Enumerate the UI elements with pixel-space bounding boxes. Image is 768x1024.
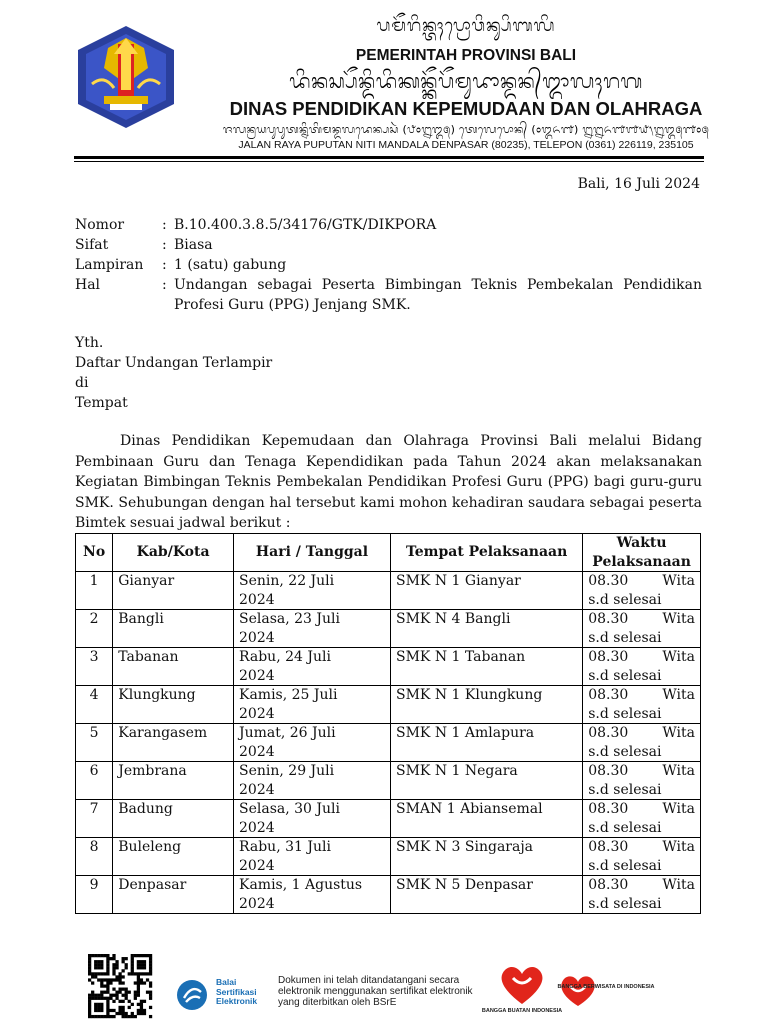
time-zone: Wita [662,725,695,741]
cell-waktu [583,876,701,914]
meta-row-sifat [75,235,702,255]
bsre-line: Sertifikasi [216,986,257,997]
brand-2-caption: BANGGA BERWISATA DI INDONESIA [557,984,655,990]
time-zone: Wita [662,649,695,665]
header-tempat: Tempat Pelaksanaan [391,534,583,572]
date-line-1: Rabu, 31 Juli [239,839,331,855]
bsre-logo-text [216,978,257,1007]
time-line [588,648,695,667]
date-line-1: Jumat, 26 Juli [239,725,336,741]
cell-kab-kota: Tabanan [113,648,234,686]
table-row [76,610,701,648]
meta-key: Lampiran [75,257,144,273]
time-line [588,838,695,857]
date-line-2: 2024 [239,781,275,798]
cell-tempat: SMAN 1 Abiansemal [391,800,583,838]
government-title: PEMERINTAH PROVINSI BALI [355,47,577,64]
time-start: 08.30 [588,725,629,741]
bangga-buatan-indonesia-logo-icon [481,960,563,1020]
date-line-2: 2024 [239,667,275,684]
cell-hari-tanggal [234,572,391,610]
table-header-row [76,534,701,572]
cell-kab-kota: Klungkung [113,686,234,724]
cell-waktu [583,838,701,876]
header-no: No [76,534,113,572]
bsre-line: Balai [216,977,237,987]
cell-hari-tanggal [234,800,391,838]
cell-waktu [583,800,701,838]
e-signature-note [278,975,488,1008]
cell-tempat: SMK N 4 Bangli [391,610,583,648]
table-row [76,800,701,838]
balinese-script-line-2: ᬤᬶᬦᬲ᭄ᬧᭂᬦ᭄ᬤᬶᬤᬶᬓᬦ᭄ᬓᭂᬧᭂᬫᬸᬤᬵᬦ᭄ᬤᬦ᭄ᬒᬮᬄᬭᬕ [289,69,643,93]
meta-value-subject: Undangan sebagai Peserta Bimbingan Teknis Pembekalan Pendidikan Profesi Guru (PPG) Jenjang SMK. [174,277,702,313]
cell-tempat: SMK N 1 Gianyar [391,572,583,610]
addressee-block [75,333,272,413]
bangga-berwisata-logo-icon [556,966,655,1020]
time-line [588,876,695,895]
cell-no: 1 [76,572,113,610]
cell-waktu [583,648,701,686]
time-line [588,686,695,705]
table-row [76,648,701,686]
time-start: 08.30 [588,649,629,665]
time-zone: Wita [662,611,695,627]
cell-tempat: SMK N 5 Denpasar [391,876,583,914]
addressee-line: Tempat [75,395,128,411]
cell-hari-tanggal [234,610,391,648]
date-line-1: Kamis, 1 Agustus [239,877,363,893]
addressee-line: di [75,375,89,391]
department-title: DINAS PENDIDIKAN KEPEMUDAAN DAN OLAHRAGA [229,98,703,119]
date-line-1: Kamis, 25 Juli [239,687,338,703]
cell-kab-kota: Buleleng [113,838,234,876]
time-zone: Wita [662,573,695,589]
cell-tempat: SMK N 1 Klungkung [391,686,583,724]
cell-kab-kota: Jembrana [113,762,234,800]
meta-key: Nomor [75,217,125,233]
meta-colon: : [162,217,167,233]
header-waktu: Waktu Pelaksanaan [583,534,701,572]
time-line [588,572,695,591]
letterhead [0,0,768,160]
cell-kab-kota: Bangli [113,610,234,648]
office-address: JALAN RAYA PUPUTAN NITI MANDALA DENPASAR (80235), TELEPON (0361) 226119, 235105 [238,139,694,151]
date-line-2: 2024 [239,857,275,874]
note-line: elektronik menggunakan sertifikat elektronik [278,986,473,997]
table-row [76,838,701,876]
body-paragraph: Dinas Pendidikan Kepemudaan dan Olahraga Provinsi Bali melalui Bidang Pembinaan Guru dan Tenaga Kependidikan pada Tahun 2024 akan melaksanakan Kegiatan Bimbingan Teknis Pembekalan Pendidikan Profesi Guru (PPG) bagi guru-guru SMK. Sehubungan dengan hal tersebut kami mohon kehadiran saudara sebagai peserta Bimtek sesuai jadwal berikut : [75,433,702,531]
time-zone: Wita [662,687,695,703]
cell-tempat: SMK N 1 Tabanan [391,648,583,686]
time-start: 08.30 [588,839,629,855]
time-end: s.d selesai [588,781,662,798]
date-line-1: Selasa, 30 Juli [239,801,340,817]
meta-value: 1 (satu) gabung [174,257,287,273]
note-line: Dokumen ini telah ditandatangani secara [278,975,460,986]
cell-hari-tanggal [234,724,391,762]
date-line-1: Selasa, 23 Juli [239,611,340,627]
time-line [588,762,695,781]
time-start: 08.30 [588,573,629,589]
cell-waktu [583,724,701,762]
cell-no: 9 [76,876,113,914]
time-zone: Wita [662,877,695,893]
meta-key: Sifat [75,237,109,253]
cell-no: 7 [76,800,113,838]
cell-tempat: SMK N 3 Singaraja [391,838,583,876]
time-end: s.d selesai [588,857,662,874]
time-line [588,800,695,819]
header-hari-tanggal: Hari / Tanggal [234,534,391,572]
meta-row-lampiran [75,255,702,275]
time-end: s.d selesai [588,743,662,760]
cell-hari-tanggal [234,876,391,914]
time-end: s.d selesai [588,705,662,722]
note-line: yang diterbitkan oleh BSrE [278,997,397,1008]
table-row [76,572,701,610]
cell-kab-kota: Badung [113,800,234,838]
date-line-2: 2024 [239,743,275,760]
cell-kab-kota: Gianyar [113,572,234,610]
brand-1-caption: BANGGA BUATAN INDONESIA [481,1008,563,1014]
bsre-line: Elektronik [216,996,258,1006]
date-line-2: 2024 [239,705,275,722]
time-start: 08.30 [588,877,629,893]
addressee-line: Yth. [75,335,104,351]
schedule-table [75,533,701,914]
bali-province-emblem-icon [74,24,178,130]
schedule-body [76,572,701,914]
time-zone: Wita [662,763,695,779]
balinese-script-line-1: ᬧᬫᭂᬭᬶᬦ᭄ᬢᬄᬧ᭄ᬭᭀᬯᬶᬦ᭄ᬲᬶᬩᬮᬶ [376,16,556,36]
cell-tempat: SMK N 1 Amlapura [391,724,583,762]
cell-no: 4 [76,686,113,724]
cell-tempat: SMK N 1 Negara [391,762,583,800]
cell-no: 5 [76,724,113,762]
cell-hari-tanggal [234,838,391,876]
time-end: s.d selesai [588,819,662,836]
addressee-line: Daftar Undangan Terlampir [75,355,273,371]
meta-colon: : [162,257,167,273]
meta-row-nomor [75,215,702,235]
date-line-1: Senin, 22 Juli [239,573,335,589]
time-end: s.d selesai [588,667,662,684]
cell-waktu [583,762,701,800]
letter-meta [75,215,702,315]
date-line-2: 2024 [239,895,275,912]
time-line [588,724,695,743]
time-start: 08.30 [588,687,629,703]
balinese-script-line-3: ᬚᬮᬦ᭄ᬭᬬᬧᬸᬧᬸᬢᬦ᭄ᬦᬶᬢᬶᬫᬦ᭄ᬤᬮᬤᬾᬦ᭄ᬧᬲᬃ (᭘᭐᭒᭓᭕) ᬢᬾᬮᬾᬧᭀᬦ᭄ (᭐᭓᭖᭑) ᭒᭒᭖᭑᭑᭙᭞᭒᭓᭕᭑᭐᭕ [222,123,710,136]
time-end: s.d selesai [588,895,662,912]
cell-waktu [583,610,701,648]
time-zone: Wita [662,801,695,817]
table-row [76,876,701,914]
cell-kab-kota: Karangasem [113,724,234,762]
qr-code-icon [88,954,152,1018]
header-kab-kota: Kab/Kota [113,534,234,572]
cell-no: 8 [76,838,113,876]
table-row [76,686,701,724]
cell-no: 3 [76,648,113,686]
date-line-2: 2024 [239,591,275,608]
letterhead-rule-thick [74,156,704,159]
place-date: Bali, 16 Juli 2024 [577,176,700,192]
table-row [76,724,701,762]
date-line-2: 2024 [239,629,275,646]
cell-no: 6 [76,762,113,800]
meta-value: B.10.400.3.8.5/34176/GTK/DIKPORA [174,217,437,233]
time-line [588,610,695,629]
meta-colon: : [162,277,167,293]
cell-hari-tanggal [234,686,391,724]
cell-hari-tanggal [234,762,391,800]
meta-value: Biasa [174,237,213,253]
table-row [76,762,701,800]
letterhead-rule-thin [74,161,704,162]
cell-no: 2 [76,610,113,648]
meta-row-hal [75,275,702,315]
cell-waktu [583,686,701,724]
time-start: 08.30 [588,763,629,779]
time-start: 08.30 [588,611,629,627]
date-line-1: Rabu, 24 Juli [239,649,331,665]
meta-colon: : [162,237,167,253]
time-end: s.d selesai [588,591,662,608]
meta-key: Hal [75,277,101,293]
date-line-1: Senin, 29 Juli [239,763,335,779]
date-line-2: 2024 [239,819,275,836]
time-zone: Wita [662,839,695,855]
cell-kab-kota: Denpasar [113,876,234,914]
cell-hari-tanggal [234,648,391,686]
cell-waktu [583,572,701,610]
time-end: s.d selesai [588,629,662,646]
time-start: 08.30 [588,801,629,817]
